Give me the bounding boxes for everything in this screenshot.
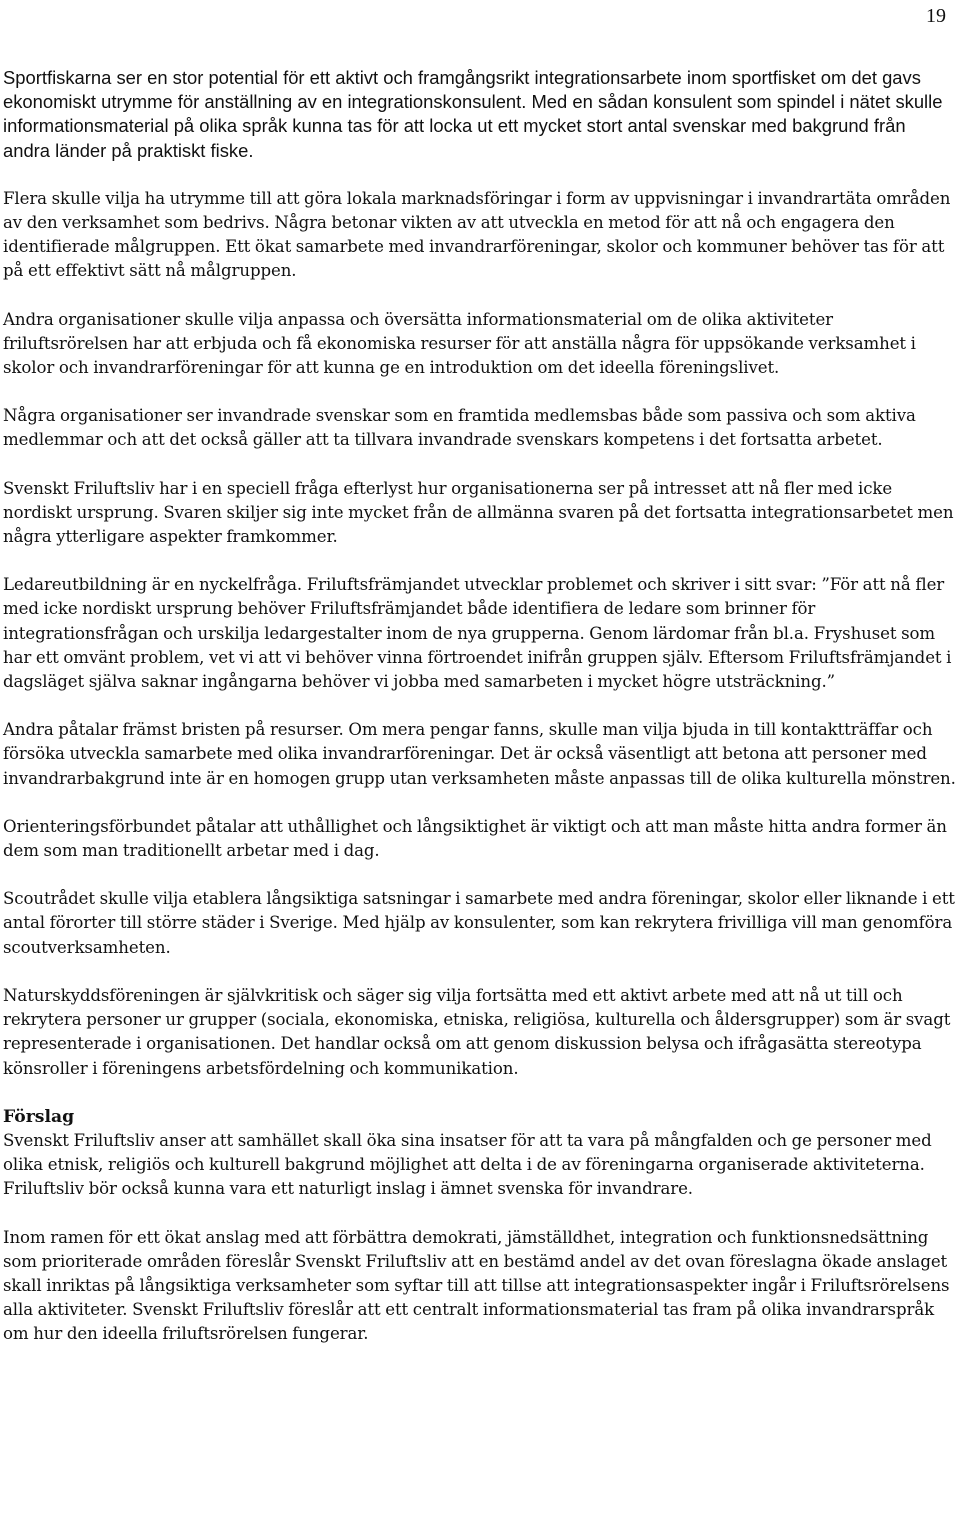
- paragraph-scoutradet: Scoutrådet skulle vilja etablera långsiktiga satsningar i samarbete med andra föreningar, skolor eller liknande i ett antal förorter till större städer i Sverige. Med hjälp av konsulenter, som kan rekrytera frivilliga vill man genomföra scoutverksamheten.: [3, 889, 955, 957]
- document-body: [3, 66, 957, 1371]
- paragraph-informationsmaterial: Andra organisationer skulle vilja anpassa och översätta informationsmaterial om de olika aktiviteter friluftsrörelsen har att erbjuda och få ekonomiska resurser för att anställa några för uppsökande verksamhet i skolor och invandrarföreningar för att kunna ge en introduktion om det ideella föreningslivet.: [3, 309, 916, 378]
- paragraph-orienteringsforbundet: Orienteringsförbundet påtalar att uthållighet och långsiktighet är viktigt och att man måste hitta andra former än dem som man traditionellt arbetar med i dag.: [3, 816, 947, 861]
- paragraph-forslag-anslag: Inom ramen för ett ökat anslag med att förbättra demokrati, jämställdhet, integration och funktionsnedsättning som prioriterade områden föreslår Svenskt Friluftsliv att en bestämd andel av det ovan föreslagna ökade anslaget skall inriktas på långsiktiga verksamheter som syftar till att tillse att integrationsaspekter ingår i Friluftsrörelsens alla aktiviteter. Svenskt Friluftsliv föreslår att ett centralt informationsmaterial tas fram på olika invandrarspråk om hur den ideella friluftsrörelsen fungerar.: [3, 1227, 950, 1344]
- page-number: 19: [926, 5, 946, 27]
- paragraph-naturskyddsforeningen: Naturskyddsföreningen är självkritisk och säger sig vilja fortsätta med ett aktivt arbete med att nå ut till och rekrytera personer ur grupper (sociala, ekonomiska, etniska, religiösa, kulturella och åldersgrupper) som är svagt representerade i organisationen. Det handlar också om att genom diskussion belysa och ifrågasätta stereotypa könsroller i föreningens arbetsfördelning och kommunikation.: [3, 985, 951, 1078]
- paragraph-resurser: Andra påtalar främst bristen på resurser. Om mera pengar fanns, skulle man vilja bjuda in till kontaktträffar och försöka utveckla samarbete med olika invandrarföreningar. Det är också väsentligt att betona att personer med invandrarbakgrund inte är en homogen grupp utan verksamheten måste anpassas till de olika kulturella mönstren.: [3, 720, 956, 788]
- paragraph-marknadsforingar: Flera skulle vilja ha utrymme till att göra lokala marknadsföringar i form av uppvisningar i invandrartäta områden av den verksamhet som bedrivs. Några betonar vikten av att utveckla en metod för att nå och engagera den identifierade målgruppen. Ett ökat samarbete med invandrarföreningar, skolor och kommuner behöver tas för att på ett effektivt sätt nå målgruppen.: [3, 188, 951, 281]
- paragraph-medlemsbas: Några organisationer ser invandrade svenskar som en framtida medlemsbas både som passiva och som aktiva medlemmar och att det också gäller att ta tillvara invandrade svenskars kompetens i det fortsatta arbetet.: [3, 406, 916, 450]
- section-heading-forslag: Förslag: [3, 1106, 75, 1127]
- paragraph-svenskt-friluftsliv-fraga: Svenskt Friluftsliv har i en speciell fråga efterlyst hur organisationerna ser på intresset att nå fler med icke nordiskt ursprung. Svaren skiljer sig inte mycket från de allmänna svaren på det fortsatta integrationsarbetet men några ytterligare aspekter framkommer.: [3, 478, 954, 547]
- paragraph-ledareutbildning: Ledareutbildning är en nyckelfråga. Friluftsfrämjandet utvecklar problemet och skriver i sitt svar: ”För att nå fler med icke nordiskt ursprung behöver Friluftsfrämjandet både identifiera de ledare som brinner för integrationsfrågan och urskilja ledargestalter inom de nya grupperna. Genom lärdomar från bl.a. Fryshuset som har ett omvänt problem, vet vi att vi behöver vinna förtroendet inifrån gruppen själv. Eftersom Friluftsfrämjandet i dagsläget själva saknar ingångarna behöver vi jobba med samarbeten i mycket högre utsträckning.”: [3, 575, 952, 692]
- paragraph-sportfiskarna: Sportfiskarna ser en stor potential för ett aktivt och framgångsrikt integrationsarbete inom sportfisket om det gavs ekonomiskt utrymme för anställning av en integrationskonsulent. Med en sådan konsulent som spindel i nätet skulle informationsmaterial på olika språk kunna tas för att locka ut ett mycket stort antal svenskar med bakgrund från andra länder på praktiskt fiske.: [3, 67, 943, 161]
- paragraph-forslag-mangfald: Svenskt Friluftsliv anser att samhället skall öka sina insatser för att ta vara på mångfalden och ge personer med olika etnisk, religiös och kulturell bakgrund möjlighet att delta i de av föreningarna organiserade aktiviteterna. Friluftsliv bör också kunna vara ett naturligt inslag i ämnet svenska för invandrare.: [3, 1130, 932, 1199]
